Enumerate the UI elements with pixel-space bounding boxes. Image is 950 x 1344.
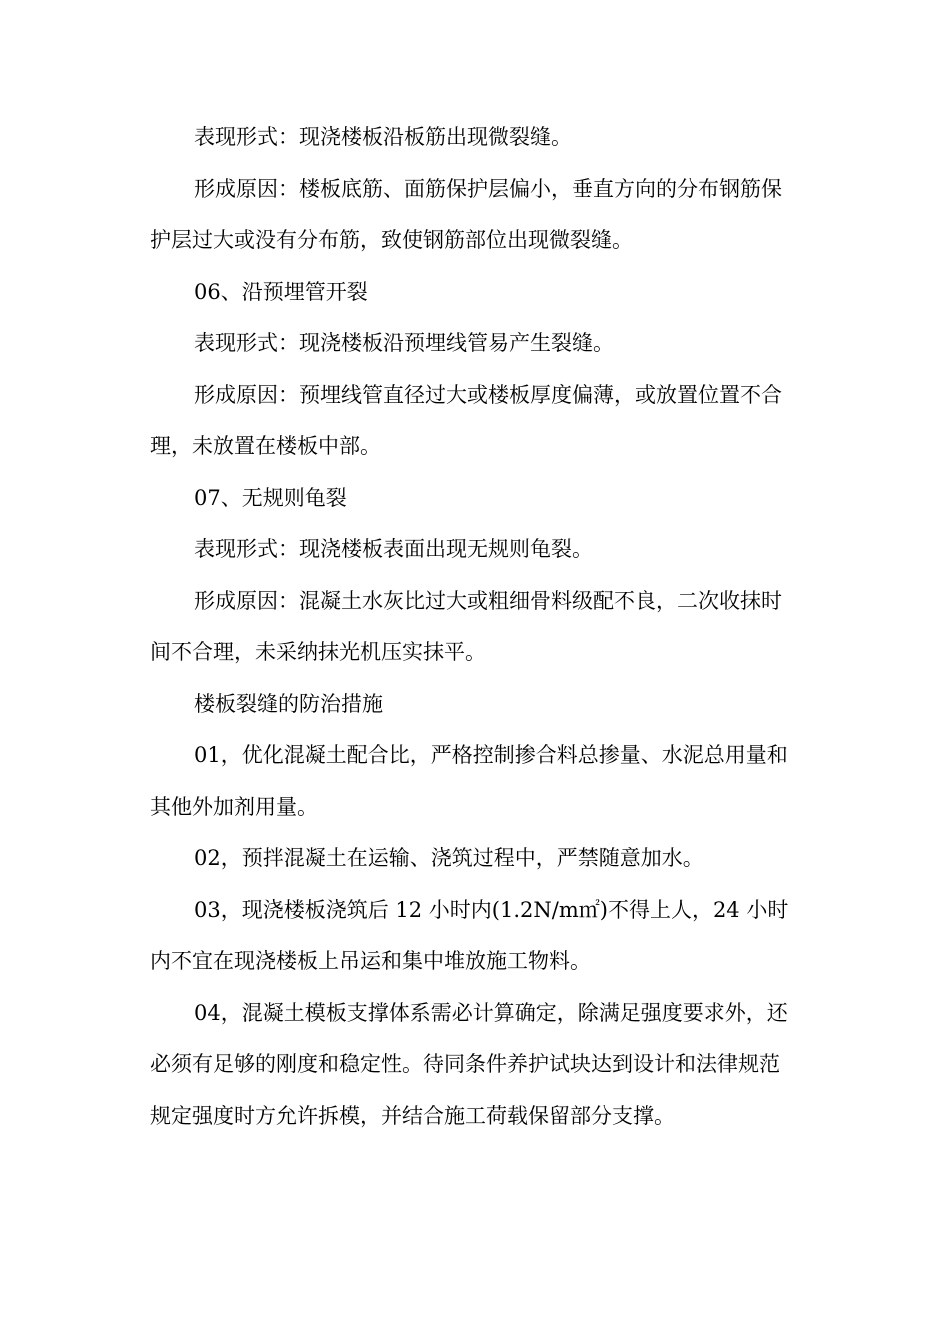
paragraph-appearance-pipe: 表现形式：现浇楼板沿预埋线管易产生裂缝。 — [194, 331, 614, 355]
section-heading-06: 06、沿预埋管开裂 — [194, 279, 368, 304]
paragraph-cause-rebar: 形成原因：楼板底筋、面筋保护层偏小，垂直方向的分布钢筋保护层过大或没有分布筋，致使钢筋部位出现微裂缝。 — [150, 176, 782, 252]
paragraph-cause-crazing: 形成原因：混凝土水灰比过大或粗细骨料级配不良，二次收抹时间不合理，未采纳抹光机压实抹平。 — [150, 588, 782, 664]
measure-01: 01，优化混凝土配合比，严格控制掺合料总掺量、水泥总用量和其他外加剂用量。 — [150, 743, 788, 819]
paragraph-cause-pipe: 形成原因：预埋线管直径过大或楼板厚度偏薄，或放置位置不合理，未放置在楼板中部。 — [150, 382, 782, 458]
measure-04: 04，混凝土模板支撑体系需必计算确定，除满足强度要求外，还必须有足够的刚度和稳定性。待同条件养护试块达到设计和法律规范规定强度时方允许拆模，并结合施工荷载保留部分支撑。 — [150, 1000, 788, 1128]
section-heading-prevention: 楼板裂缝的防治措施 — [194, 691, 383, 716]
paragraph-appearance-rebar: 表现形式：现浇楼板沿板筋出现微裂缝。 — [194, 125, 572, 149]
document-body — [150, 112, 800, 1142]
paragraph-appearance-crazing: 表现形式：现浇楼板表面出现无规则龟裂。 — [194, 537, 593, 561]
section-heading-07: 07、无规则龟裂 — [194, 485, 347, 510]
measure-02: 02，预拌混凝土在运输、浇筑过程中，严禁随意加水。 — [194, 846, 704, 870]
measure-03: 03，现浇楼板浇筑后 12 小时内(1.2N/m㎡)不得上人，24 小时内不宜在现浇楼板上吊运和集中堆放施工物料。 — [150, 897, 789, 973]
